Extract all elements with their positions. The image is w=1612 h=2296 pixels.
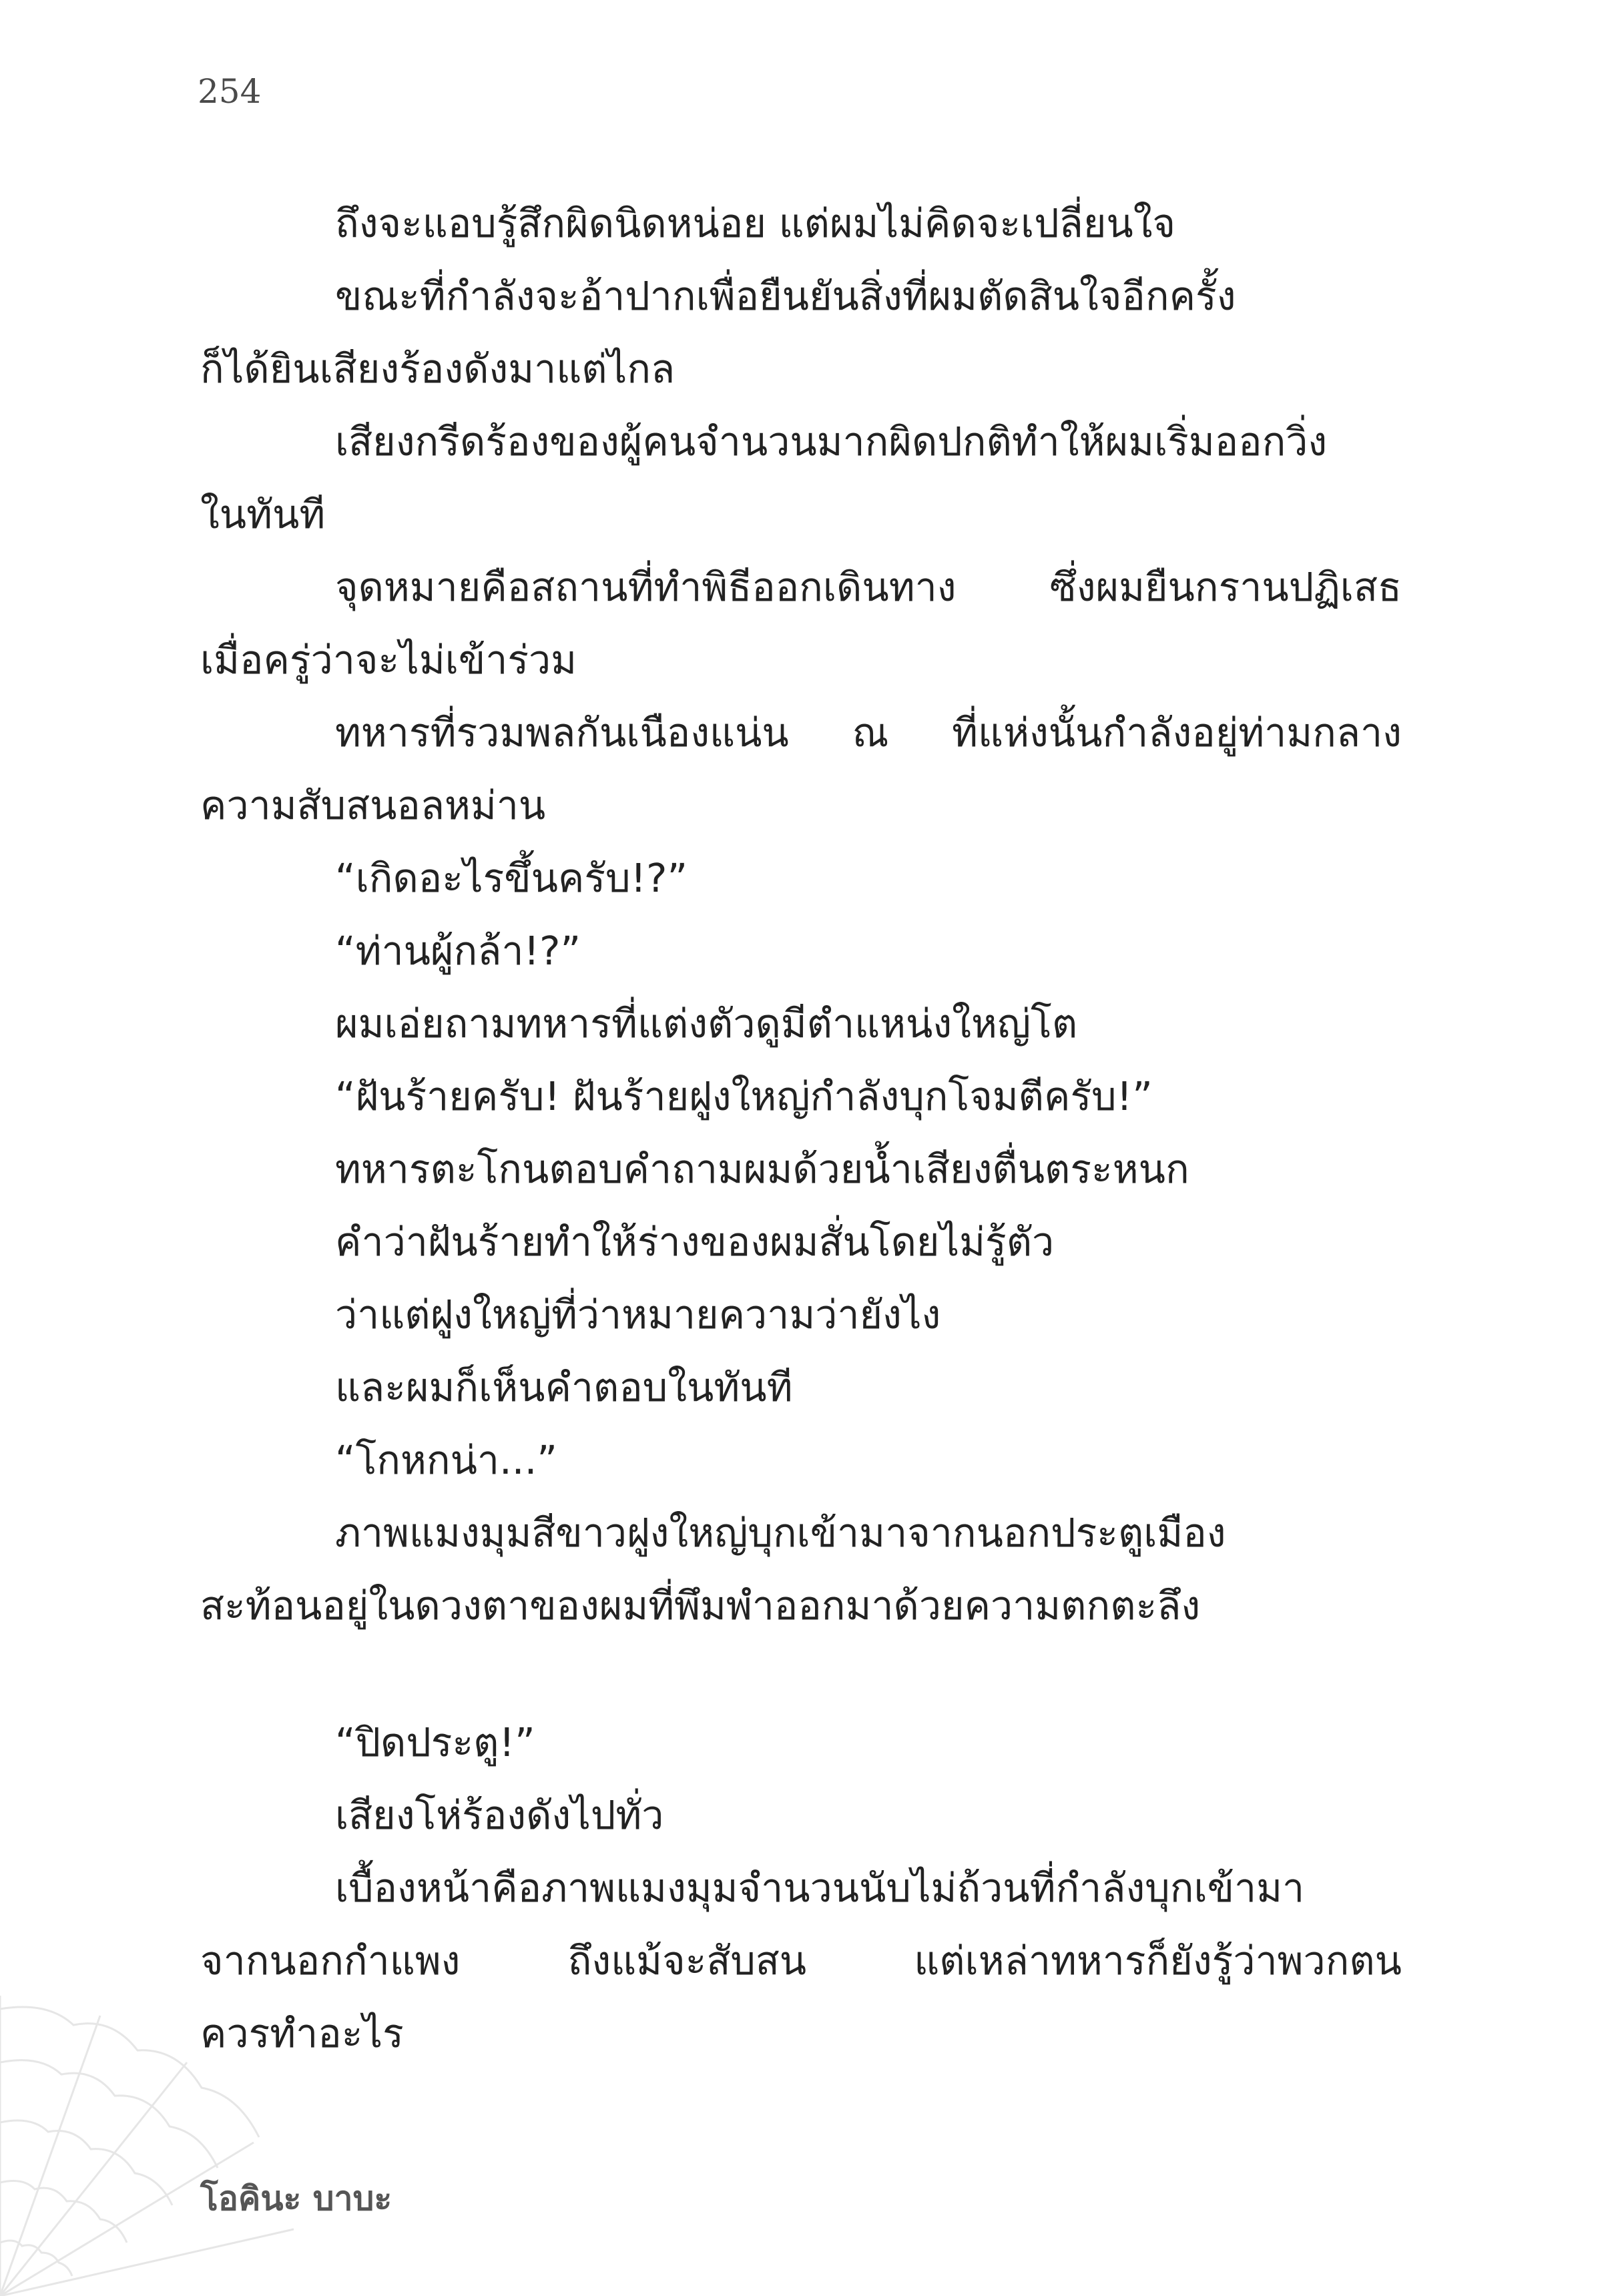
paragraph-line: ความสับสนอลหม่าน (200, 782, 546, 828)
paragraph-line: ทหารตะโกนตอบคำถามผมด้วยน้ำเสียงตื่นตระหนก (335, 1146, 1189, 1192)
dialogue-line: “ปิดประตู!” (335, 1719, 535, 1765)
dialogue-line: “ท่านผู้กล้า!?” (335, 928, 581, 974)
paragraph-line: ในทันที (200, 491, 326, 537)
paragraph-line: ผมเอ่ยถามทหารที่แต่งตัวดูมีตำแหน่งใหญ่โต (335, 1000, 1078, 1047)
paragraph-line: ภาพแมงมุมสีขาวฝูงใหญ่บุกเข้ามาจากนอกประตูเมือง (335, 1510, 1226, 1556)
dialogue-line: “เกิดอะไรขึ้นครับ!?” (335, 855, 688, 901)
paragraph-line: สะท้อนอยู่ในดวงตาของผมที่พึมพำออกมาด้วยความตกตะลึง (200, 1583, 1201, 1629)
paragraph-line: และผมก็เห็นคำตอบในทันที (335, 1364, 793, 1410)
page-number: 254 (198, 72, 262, 111)
paragraph-line: คำว่าฝันร้ายทำให้ร่างของผมสั่นโดยไม่รู้ตัว (335, 1219, 1055, 1265)
paragraph-line: จากนอกกำแพง ถึงแม้จะสับสน แต่เหล่าทหารก็ยังรู้ว่าพวกตน (200, 1938, 1402, 1984)
dialogue-line: “โกหกน่า...” (335, 1437, 557, 1483)
paragraph-line: ถึงจะแอบรู้สึกผิดนิดหน่อย แต่ผมไม่คิดจะเปลี่ยนใจ (335, 200, 1176, 246)
spider-web-decoration-icon (0, 1989, 307, 2296)
body-text (200, 187, 1402, 2070)
paragraph-line: เสียงกรีดร้องของผู้คนจำนวนมากผิดปกติทำให้ผมเริ่มออกวิ่ง (335, 418, 1328, 465)
paragraph-line: ควรทำอะไร (200, 2010, 404, 2056)
paragraph-line: เสียงโห่ร้องดังไปทั่ว (335, 1792, 664, 1838)
paragraph-line: ขณะที่กำลังจะอ้าปากเพื่อยืนยันสิ่งที่ผมตัดสินใจอีกครั้ง (335, 273, 1236, 319)
paragraph-line: จุดหมายคือสถานที่ทำพิธีออกเดินทาง ซึ่งผมยืนกรานปฏิเสธ (335, 564, 1402, 610)
section-break (200, 1642, 1402, 1706)
paragraph-line: ทหารที่รวมพลกันเนืองแน่น ณ ที่แห่งนั้นกำลังอยู่ท่ามกลาง (335, 709, 1402, 756)
paragraph-line: ก็ได้ยินเสียงร้องดังมาแต่ไกล (200, 346, 676, 392)
paragraph-line: ว่าแต่ฝูงใหญ่ที่ว่าหมายความว่ายังไง (335, 1292, 941, 1338)
paragraph-line: เมื่อครู่ว่าจะไม่เข้าร่วม (200, 637, 577, 683)
paragraph-line: เบื้องหน้าคือภาพแมงมุมจำนวนนับไม่ถ้วนที่กำลังบุกเข้ามา (335, 1865, 1305, 1911)
footer-author: โอคินะ บาบะ (200, 2179, 392, 2218)
dialogue-line: “ฝันร้ายครับ! ฝันร้ายฝูงใหญ่กำลังบุกโจมตีครับ!” (335, 1073, 1153, 1119)
